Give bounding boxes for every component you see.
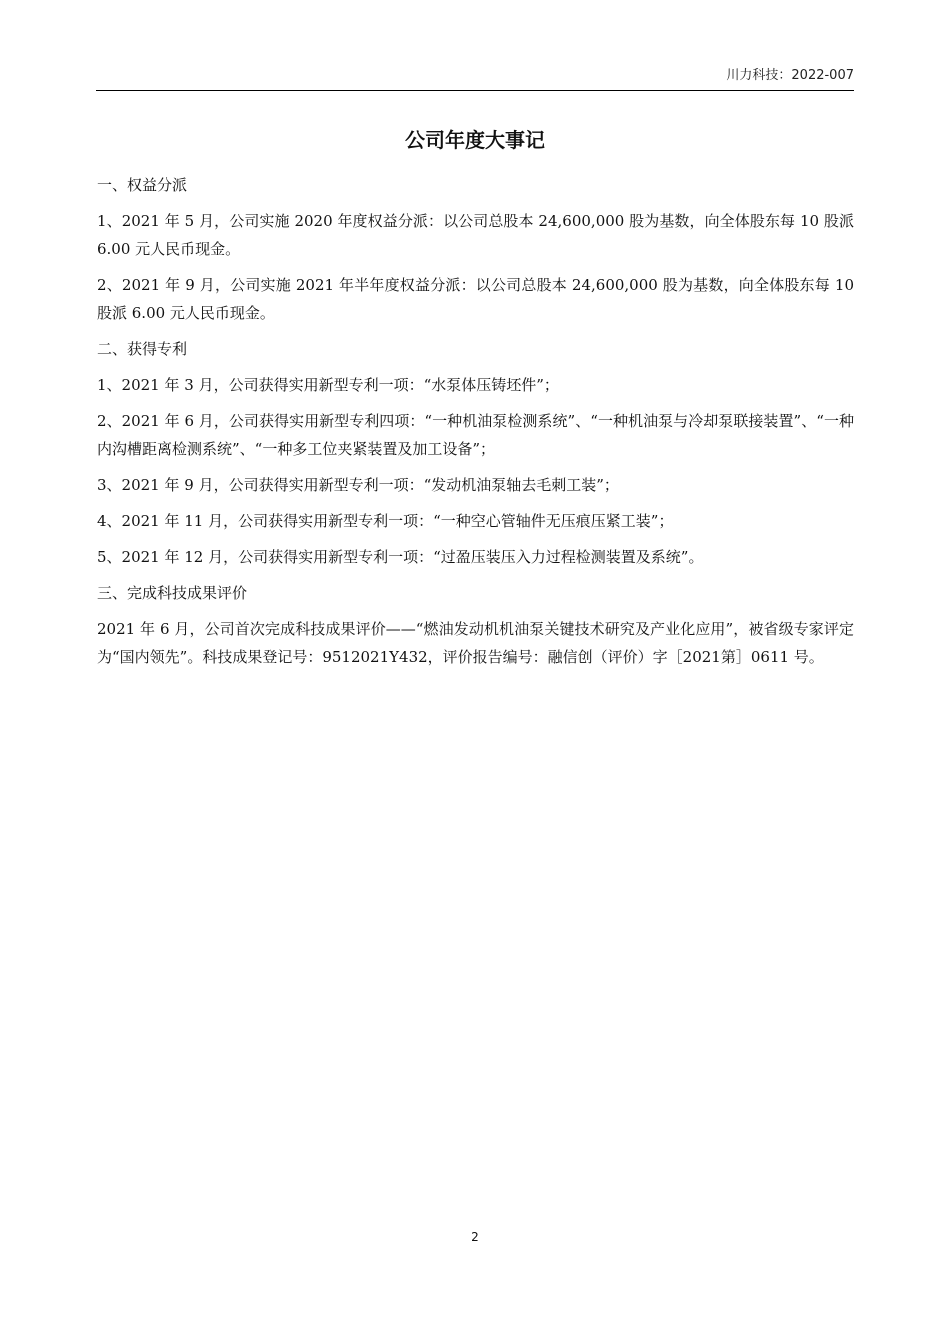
page-title: 公司年度大事记 xyxy=(405,128,545,152)
document-code: 川力科技：2022-007 xyxy=(726,68,854,83)
patent-item: 5、2021 年 12 月，公司获得实用新型专利一项：“过盈压装压入力过程检测装置及系统”。 xyxy=(97,548,704,566)
section-heading-evaluation: 三、完成科技成果评价 xyxy=(97,584,248,602)
section-heading-dividend: 一、权益分派 xyxy=(97,176,188,194)
evaluation-paragraph: 2021 年 6 月，公司首次完成科技成果评价——“燃油发动机机油泵关键技术研究及产业化应用”，被省级专家评定为“国内领先”。科技成果登记号：9512021Y432，评价报告编号：融信创（评价）字［2021第］0611 号。 xyxy=(97,620,854,666)
dividend-item: 2、2021 年 9 月，公司实施 2021 年半年度权益分派：以公司总股本 24,600,000 股为基数，向全体股东每 10 股派 6.00 元人民币现金。 xyxy=(97,276,854,322)
document-body xyxy=(97,171,854,679)
patent-item: 2、2021 年 6 月，公司获得实用新型专利四项：“一种机油泵检测系统”、“一种机油泵与冷却泵联接装置”、“一种内沟槽距离检测系统”、“一种多工位夹紧装置及加工设备”； xyxy=(97,412,854,458)
section-heading-patents: 二、获得专利 xyxy=(97,340,188,358)
patent-item: 1、2021 年 3 月，公司获得实用新型专利一项：“水泵体压铸坯件”； xyxy=(97,376,559,394)
patent-item: 3、2021 年 9 月，公司获得实用新型专利一项：“发动机油泵轴去毛刺工装”； xyxy=(97,476,619,494)
dividend-item: 1、2021 年 5 月，公司实施 2020 年度权益分派：以公司总股本 24,600,000 股为基数，向全体股东每 10 股派 6.00 元人民币现金。 xyxy=(97,212,854,258)
page-header xyxy=(96,66,854,91)
page-number: 2 xyxy=(471,1230,479,1244)
patent-item: 4、2021 年 11 月，公司获得实用新型专利一项：“一种空心管轴件无压痕压紧工装”； xyxy=(97,512,674,530)
